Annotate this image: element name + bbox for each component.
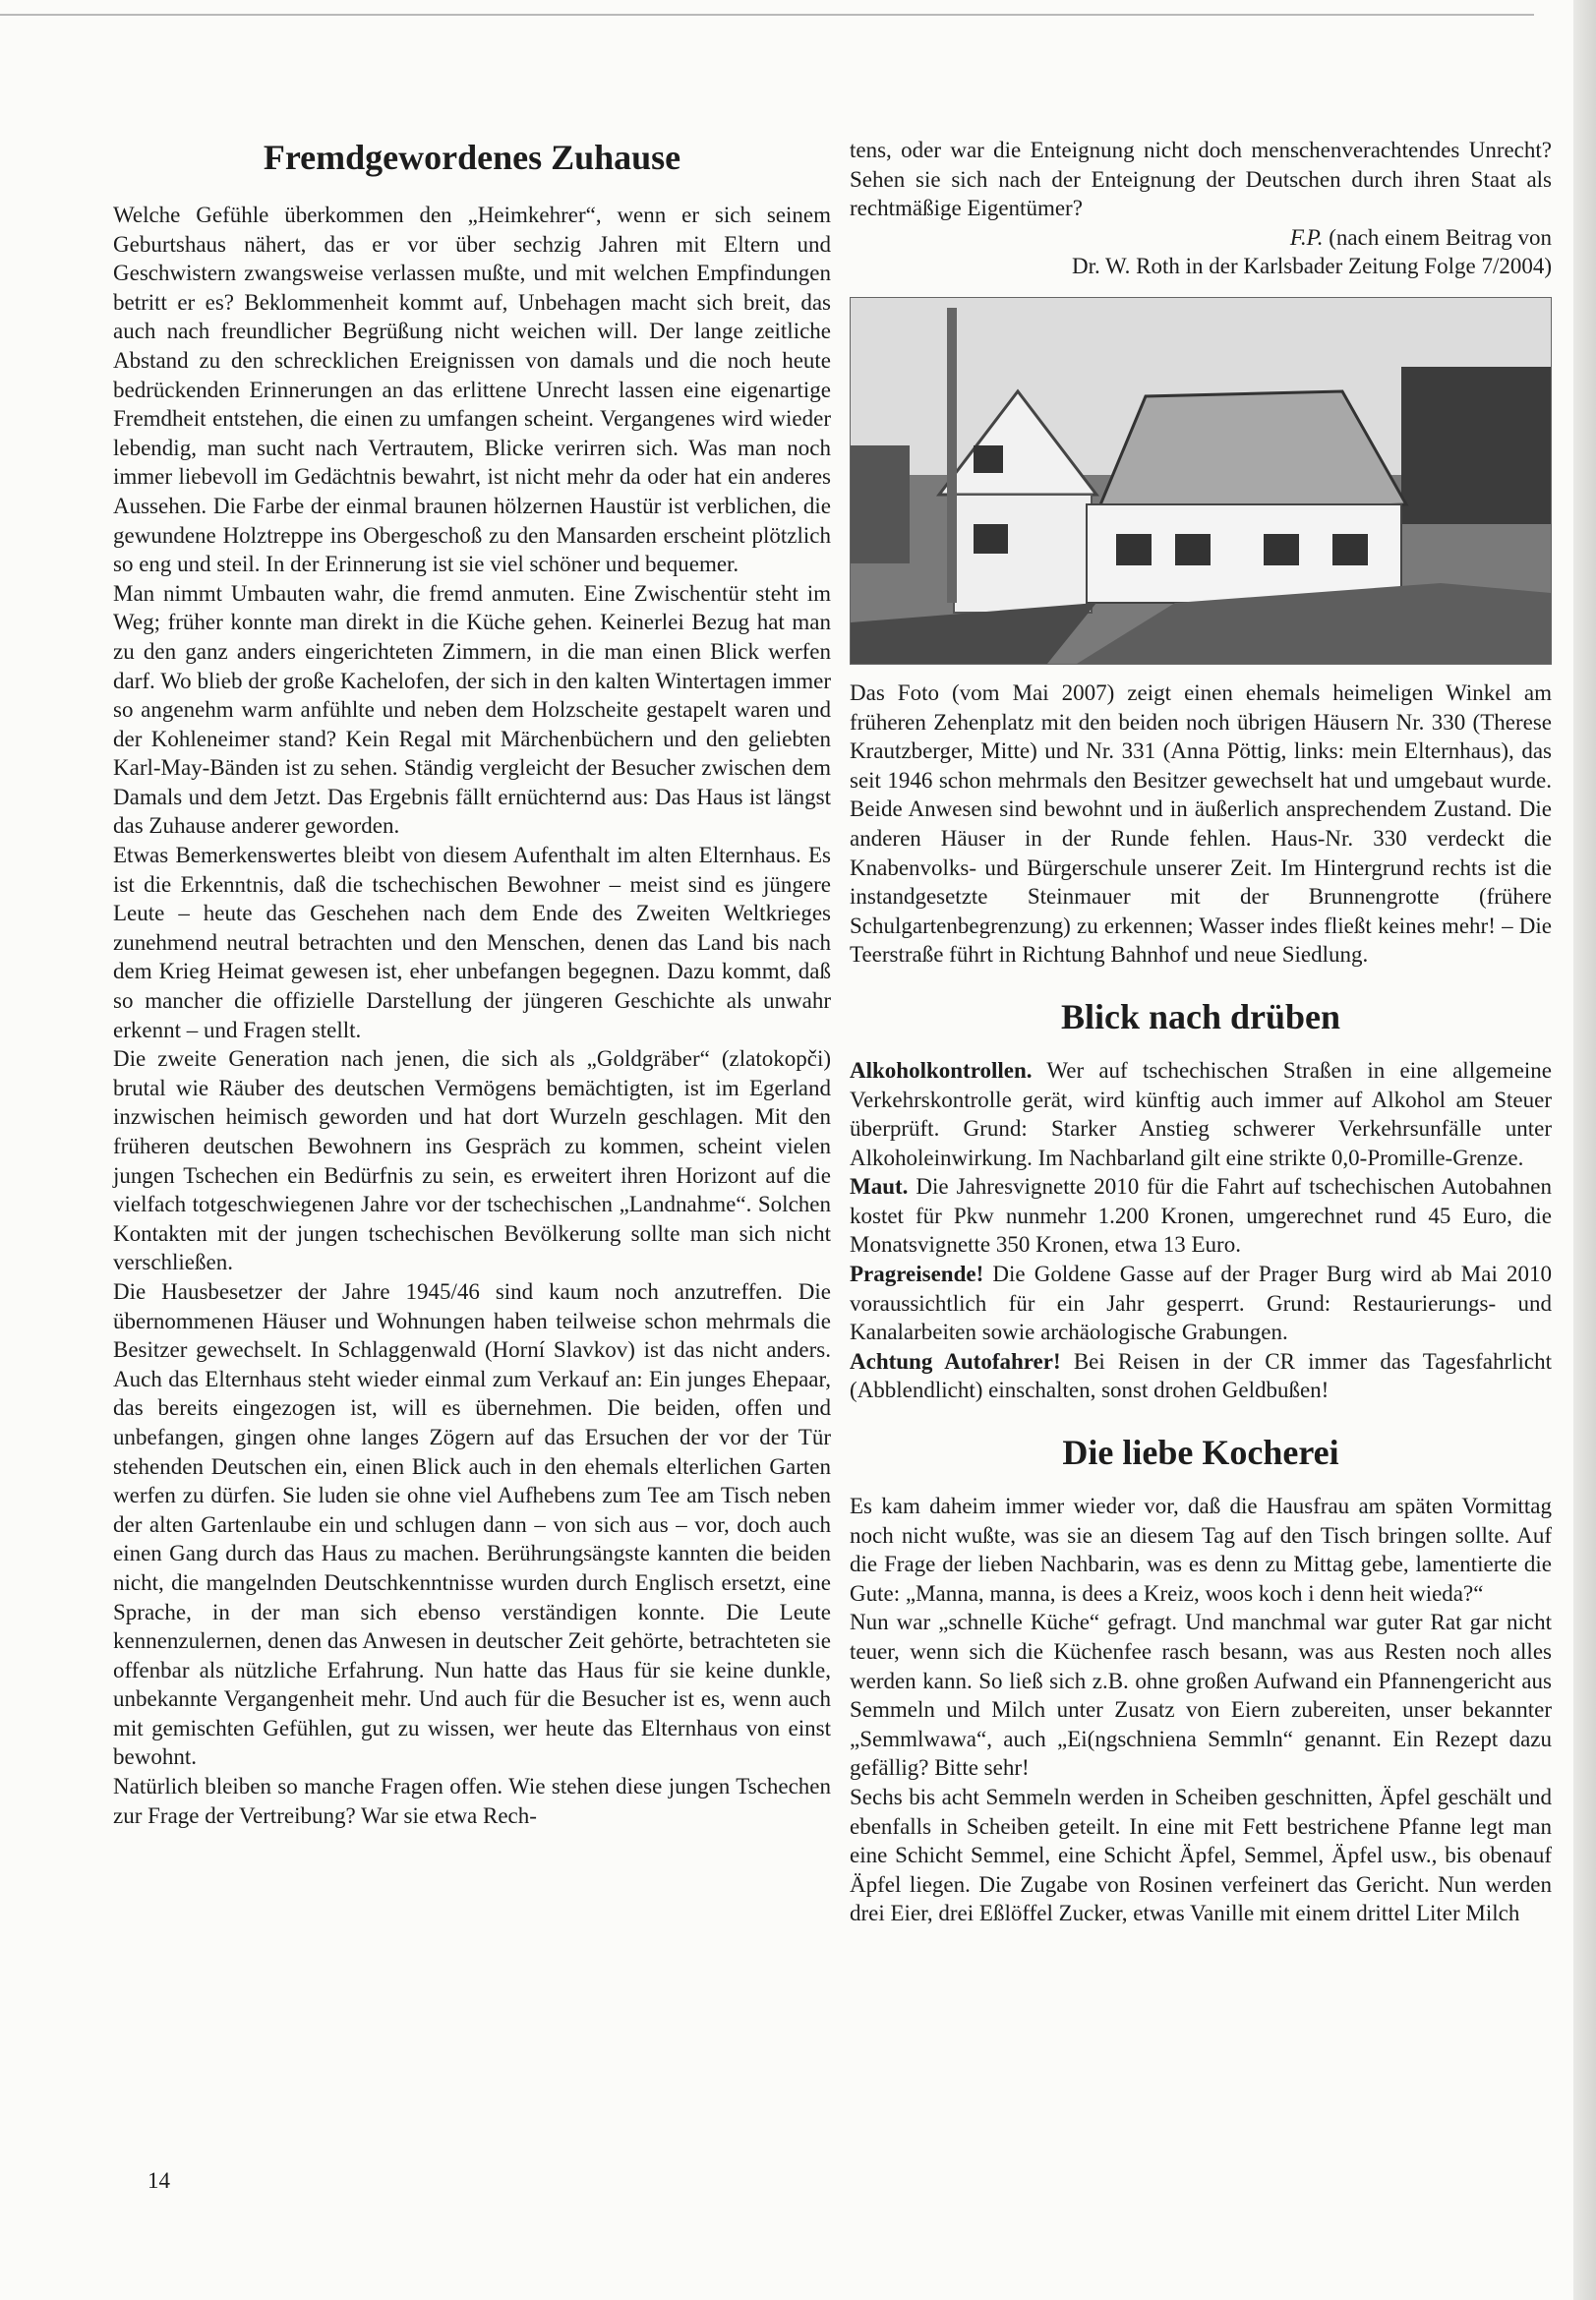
- article-title-die-liebe-kocherei: Die liebe Kocherei: [1062, 1433, 1339, 1473]
- article1-paragraph-5: Die Hausbesetzer der Jahre 1945/46 sind kaum noch anzutreffen. Die übernommenen Häuser und Wohnungen haben teilweise schon mehrmals die Besitzer gewechselt. In Schlaggenwald (Horní Slavkov) ist das nicht anders. Auch das Elternhaus steht wieder einmal zum Verkauf an: Ein junges Ehepaar, das bereits eingezogen ist, will es übernehmen. Die beiden, offen und unbefangen, gingen ohne langes Zögern auf das Ersuchen der vor der Tür stehenden Deutschen ein, einen Blick auch in den ehemals elterlichen Garten werfen zu dürfen. Sie luden sie ohne viel Aufhebens zum Tee am Tisch neben der alten Gartenlaube ein und schlugen dann – von sich aus – vor, doch auch einen Gang durch das Haus zu machen. Berührungsängste kannten die beiden nicht, die mangelnden Deutschkenntnisse wurden durch Englisch ersetzt, eine Sprache, in der man sich ebenso verständigen konnte. Die Leute kennenzulernen, denen das Anwesen in deutscher Zeit gehörte, betrachteten sie offenbar als nützliche Erfahrung. Nun hatte das Haus für sie keine dunkle, unbekannte Vergangenheit mehr. Und auch für die Besucher ist es, wenn auch mit gemischten Gefühlen, gut zu wissen, wer heute das Elternhaus von einst bewohnt.: [113, 1278, 831, 1770]
- house-photo: [850, 297, 1552, 665]
- article-title-blick-nach-drueben: Blick nach drüben: [1060, 996, 1341, 1036]
- article3-paragraph-1: Es kam daheim immer wieder vor, daß die Hausfrau am späten Vormittag noch nicht wußte, was sie an diesem Tag auf den Tisch bringen sollte. Auf die Frage der lieben Nachbarin, was es denn zu Mittag gebe, lamentierte die Gute: „Manna, manna, is dees a Kreiz, woos koch i denn heit wieda?“: [850, 1494, 1552, 1606]
- news-item-alkoholkontrollen: Alkoholkontrollen. Wer auf tschechischen Straßen in eine allgemeine Verkehrskontrolle gerät, wird künftig auch immer auf Alkohol am Steuer überprüft. Grund: Starker Anstieg schwerer Verkehrsunfälle unter Alkoholeinwirkung. Im Nachbarland gilt eine strikte 0,0-Promille-Grenze.: [850, 1057, 1552, 1170]
- page-number: 14: [148, 2168, 170, 2193]
- right-column: [850, 136, 1552, 1928]
- signature-initials: F.P.: [1289, 224, 1324, 250]
- article1-signature: [850, 223, 1552, 281]
- house-photo-illustration: [851, 298, 1551, 664]
- article1-paragraph-6: Natürlich bleiben so manche Fragen offen. Wie stehen diese jungen Tschechen zur Frage der Vertreibung? War sie etwa Rech-: [113, 1774, 831, 1828]
- article1-continuation: tens, oder war die Enteignung nicht doch menschenverachtendes Unrecht? Sehen sie sich nach der Enteignung der Deutschen durch ihren Staat als rechtmäßige Eigentümer?: [850, 138, 1552, 221]
- article3-paragraph-2: Nun war „schnelle Küche“ gefragt. Und manchmal war guter Rat gar nicht teuer, wenn sich die Küchenfee rasch besann, was aus Resten noch alles werden kann. So ließ sich z.B. ohne großen Aufwand ein Pfannengericht aus Semmeln und Milch unter Zusatz von Eiern zubereiten, unser bekannter „Semmlwawa“, auch „Ei(ngschniena Semmln“ genannt. Ein Rezept dazu gefällig? Bitte sehr!: [850, 1610, 1552, 1781]
- news-item-achtung-autofahrer: Achtung Autofahrer! Bei Reisen in der CR immer das Tagesfahrlicht (Abblendlicht) einschalten, sonst drohen Geldbußen!: [850, 1348, 1552, 1403]
- article3-paragraph-3: Sechs bis acht Semmeln werden in Scheiben geschnitten, Äpfel geschält und ebenfalls in Scheiben geteilt. In eine mit Fett bestrichene Pfanne legt man eine Schicht Semmel, eine Schicht Äpfel, Semmel, Äpfel usw., bis obenauf Äpfel liegen. Die Zugabe von Rosinen verfeinert das Gericht. Nun werden drei Eier, drei Eßlöffel Zucker, etwas Vanille mit einem drittel Liter Milch: [850, 1784, 1552, 1926]
- article1-paragraph-4: Die zweite Generation nach jenen, die sich als „Goldgräber“ (zlatokopči) brutal wie Räuber des deutschen Vermögens bemächtigten, ist im Egerland inzwischen heimisch geworden und hat dort Wurzeln geschlagen. Mit den früheren deutschen Bewohnern ins Gespräch zu kommen, scheint vielen jungen Tschechen ein Bedürfnis zu sein, es erweitert ihren Horizont auf die vielfach totgeschwiegenen Jahre vor der tschechischen „Landnahme“. Solchen Kontakten mit der jungen tschechischen Bevölkerung sollte man sich nicht verschließen.: [113, 1046, 831, 1275]
- signature-source-line2: Dr. W. Roth in der Karlsbader Zeitung Folge 7/2004): [1071, 254, 1552, 279]
- top-rule: [0, 14, 1534, 16]
- signature-source-line1: (nach einem Beitrag von: [1323, 224, 1552, 250]
- photo-caption: Das Foto (vom Mai 2007) zeigt einen ehemals heimeligen Winkel am früheren Zehenplatz mit den beiden noch übrigen Häusern Nr. 330 (Therese Krautzberger, Mitte) und Nr. 331 (Anna Pöttig, links: mein Elternhaus), das seit 1946 schon mehrmals den Besitzer gewechselt hat und umgebaut wurde. Beide Anwesen sind bewohnt und in äußerlich ansprechendem Zustand. Die anderen Häuser in der Runde fehlen. Haus-Nr. 330 verdeckt die Knabenvolks- und Bürgerschule unserer Zeit. Im Hintergrund rechts ist die instandgesetzte Steinmauer mit der Brunnengrotte (frühere Schulgartenbegrenzung) zu erkennen; Wasser indes fließt keines mehr! – Die Teerstraße führt in Richtung Bahnhof und neue Siedlung.: [850, 679, 1552, 968]
- news-item-maut: Maut. Die Jahresvignette 2010 für die Fahrt auf tschechischen Autobahnen kostet für Pkw nunmehr 1.200 Kronen, umgerechnet rund 45 Euro, die Monatsvignette 350 Kronen, etwa 13 Euro.: [850, 1174, 1552, 1258]
- article-title-fremdgewordenes-zuhause: Fremdgewordenes Zuhause: [263, 138, 681, 177]
- article1-paragraph-3: Etwas Bemerkenswertes bleibt von diesem Aufenthalt im alten Elternhaus. Es ist die Erkenntnis, daß die tschechischen Bewohner – meist sind es jüngere Leute – heute das Geschehen nach dem Ende des Zweiten Weltkrieges zunehmend neutral betrachten und den Menschen, denen das Land bis nach dem Krieg Heimat gewesen ist, eher unbefangen begegnen. Dazu kommt, daß so mancher die offizielle Darstellung der jüngeren Geschichte als unwahr erkennt – und Fragen stellt.: [113, 843, 831, 1042]
- article1-paragraph-2: Man nimmt Umbauten wahr, die fremd anmuten. Eine Zwischentür steht im Weg; früher konnte man direkt in die Küche gehen. Keinerlei Bezug hat man zu den ganz anders eingerichteten Zimmern, in die man einen Blick werfen darf. Wo blieb der große Kachelofen, der sich in den kalten Wintertagen immer so angenehm warm anfühlte und neben dem Holzscheite gestapelt waren und der Kohleneimer stand? Kein Regal mit Märchenbüchern und den geliebten Karl-May-Bänden ist zu sehen. Ständig vergleicht der Besucher zwischen dem Damals und dem Jetzt. Das Ergebnis fällt ernüchternd aus: Das Haus ist längst das Zuhause anderer geworden.: [113, 580, 831, 839]
- article1-continuation-block: [850, 136, 1552, 281]
- article1-paragraph-1: Welche Gefühle überkommen den „Heimkehrer“, wenn er sich seinem Geburtshaus nähert, das er vor über sechzig Jahren mit Eltern und Geschwistern zwangsweise verlassen mußte, und mit welchen Empfindungen betritt er es? Beklommenheit kommt auf, Unbehagen macht sich breit, das auch nach freundlicher Begrüßung nicht weichen will. Der lange zeitliche Abstand zu den schrecklichen Ereignissen von damals und die noch heute bedrückenden Erinnerungen an das erlittene Unrecht lassen eine eigenartige Fremdheit entstehen, die einen zu umfangen scheint. Vergangenes wird wieder lebendig, man sucht nach Vertrautem, Blicke verirren sich. Was man noch immer liebevoll im Gedächtnis bewahrt, ist nicht mehr da oder hat ein anderes Aussehen. Die Farbe der einmal braunen hölzernen Haustür ist verblichen, die gewundene Holztreppe ins Obergeschoß zu den Mansarden erscheint plötzlich so eng und steil. In der Erinnerung ist sie viel schöner und bequemer.: [113, 203, 831, 577]
- news-item-pragreisende: Pragreisende! Die Goldene Gasse auf der Prager Burg wird ab Mai 2010 voraussichtlich für ein Jahr gesperrt. Grund: Restaurierungs- und Kanalarbeiten sowie archäologische Grabungen.: [850, 1262, 1552, 1345]
- page-edge-shadow: [1573, 0, 1596, 2300]
- left-column: [113, 136, 831, 1830]
